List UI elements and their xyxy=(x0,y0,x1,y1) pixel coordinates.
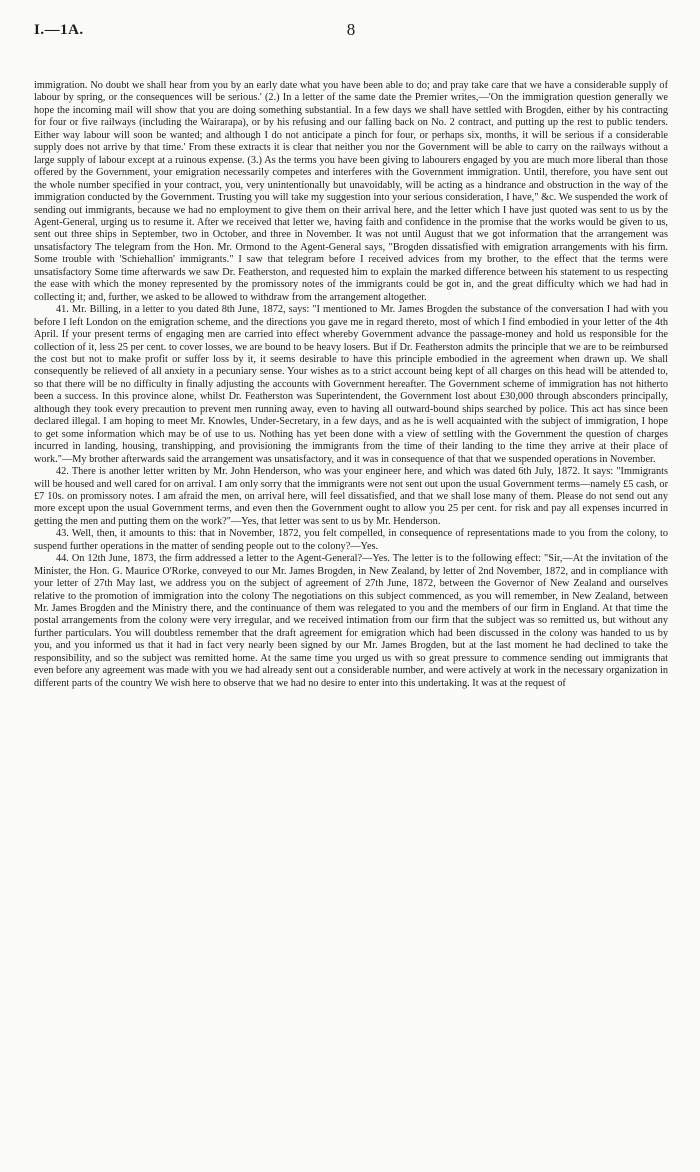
paragraph-continuation: immigration. No doubt we shall hear from you by an early date what you have been able to do; and pray take care that we have a considerable supply of labour by spring, or the consequences will be serious.' (2.) In a letter of the same date the Premier writes,—'On the immigration question generally we hope the incoming mail will show that you are doing something substantial. In a few days we shall have settled with Brogden, either by his contracting for four or five railways (including the Wairarapa), or by his refusing and our falling back on No. 2 contract, and putting up the rest to public tenders. Either way labour will soon be wanted; and although I do not anticipate a pinch for four, or perhaps six, months, it will be serious if a considerable supply does not arrive by that time.' From these extracts it is clear that neither you nor the Government will be able to carry on the railways without a large supply of labour except at a ruinous expense. (3.) As the terms you have been giving to labourers engaged by you are much more liberal than those offered by the Government, your emigration necessarily competes and interferes with the Government immigration. Until, therefore, you have sent out the whole number specified in your contract, you, very unintentionally but unavoidably, will be acting as a hindrance and obstruction in the way of the immigration conducted by the Government. Trusting you will take my suggestion into your serious consideration, I have," &c. We suspended the work of sending out immigrants, because we had no employment to give them on their arrival here, and the letter which I have just quoted was sent to us by the Agent-General, urging us to resume it. After we received that letter we, having faith and confidence in the promise that the works would be given to us, sent out three ships in September, two in October, and three in November. It was not until August that we got information that the arrangement was unsatisfactory The telegram from the Hon. Mr. Ormond to the Agent-General says, "Brogden dissatisfied with emigration arrangements with his firm. Some trouble with 'Schiehallion' immigrants." I saw that telegram before I received advices from my brother, to the effect that the terms were unsatisfactory Some time afterwards we saw Dr. Featherston, and requested him to explain the marked difference between his statement to us respecting the ease with which the money represented by the promissory notes of the immigrants could be got in, and the great difficulty which we had had in collecting it; and, further, we asked to be allowed to withdraw from the arrangement altogether. xyxy=(34,80,668,303)
body-text xyxy=(34,80,668,690)
document-reference: I.—1A. xyxy=(34,22,84,38)
paragraph-44: 44. On 12th June, 1873, the firm addressed a letter to the Agent-General?—Yes. The letter is to the following effect: "Sir,—At the invitation of the Minister, the Hon. G. Maurice O'Rorke, conveyed to our Mr. James Brogden, in New Zealand, by letter of 2nd November, 1872, and in compliance with your letter of 27th May last, we address you on the subject of agreement of 27th June, 1872, between the Governor of New Zealand and ourselves relative to the promotion of immigration into the colony The negotiations on this subject commenced, as you will remember, in New Zealand, between Mr. James Brogden and the Ministry there, and the continuance of them was relegated to you and the members of our firm in England. At that time the postal arrangements from the colony were very irregular, and we received intimation from our firm that the subject was so remitted us, but without any further particulars. You will doubtless remember that the draft agreement for emigration which had been discussed in the colony was handed to us by you, and you informed us that it had in fact very nearly been signed by our Mr. James Brogden, but at the last moment he had declined to take the responsibility, and so the subject was remitted home. At the same time you urged us with so great pressure to commence sending out immigrants that even before any agreement was made with you we had already sent out a considerable number, and were actively at work in the necessary organization in different parts of the country We wish here to observe that we had no desire to enter into this undertaking. It was at the request of xyxy=(34,553,668,689)
page-header xyxy=(34,0,668,42)
paragraph-41: 41. Mr. Billing, in a letter to you dated 8th June, 1872, says: "I mentioned to Mr. James Brogden the substance of the conversation I had with you before I left London on the emigration scheme, and the directions you gave me in regard thereto, most of which I find embodied in your letter of the 4th April. If your present terms of engaging men are carried into effect whereby Government advance the passage-money and hold us responsible for the collection of it, less 25 per cent. to cover losses, we are bound to be heavy losers. But if Dr. Featherston admits the principle that we are to be reimbursed the cost but not to make profit or suffer loss by it, it seems desirable to have this principle embodied in the agreement when drawn up. We shall consequently be relieved of all anxiety in a pecuniary sense. Your wishes as to a strict account being kept of all charges on this head will be attended to, so that there will be no difficulty in finally adjusting the accounts with Government hereafter. The Government scheme of immigration has not hitherto been a success. In this province alone, whilst Dr. Featherston was Superintendent, the Government lost about £30,000 through absconders principally, although they took every precaution to prevent men running away, even to having all outward-bound ships searched by police. This act has since been declared illegal. I am hoping to meet Mr. Knowles, Under-Secretary, in a few days, and as he is well acquainted with the subject of immigration, I hope to get some information which may be of use to us. Nothing has yet been done with a view of settling with the Government the question of charges incurred in landing, housing, transhipping, and provisioning the immigrants from the time of their landing to the time they arrive at their place of work."—My brother afterwards said the arrangement was unsatisfactory, and it was in consequence of that that we suspended operations in November. xyxy=(34,304,668,465)
paragraph-43: 43. Well, then, it amounts to this: that in November, 1872, you felt compelled, in consequence of representations made to you from the colony, to suspend further operations in the matter of sending people out to the colony?—Yes. xyxy=(34,528,668,552)
paragraph-42: 42. There is another letter written by Mr. John Henderson, who was your engineer here, and which was dated 6th July, 1872. It says: "Immigrants will be housed and well cared for on arrival. I am only sorry that the immigrants were not sent out upon the usual Government terms—namely £5 cash, or £7 10s. on promissory notes. I am afraid the men, on arrival here, will feel dissatisfied, and that we shall lose many of them. Please do not send out any more except upon the usual Government terms, and even then the Government ought to allow you 25 per cent. for risk and pay all expenses incurred in getting the men and putting them on the work?"—Yes, that letter was sent to us by Mr. Henderson. xyxy=(34,466,668,527)
page-number: 8 xyxy=(346,20,356,39)
